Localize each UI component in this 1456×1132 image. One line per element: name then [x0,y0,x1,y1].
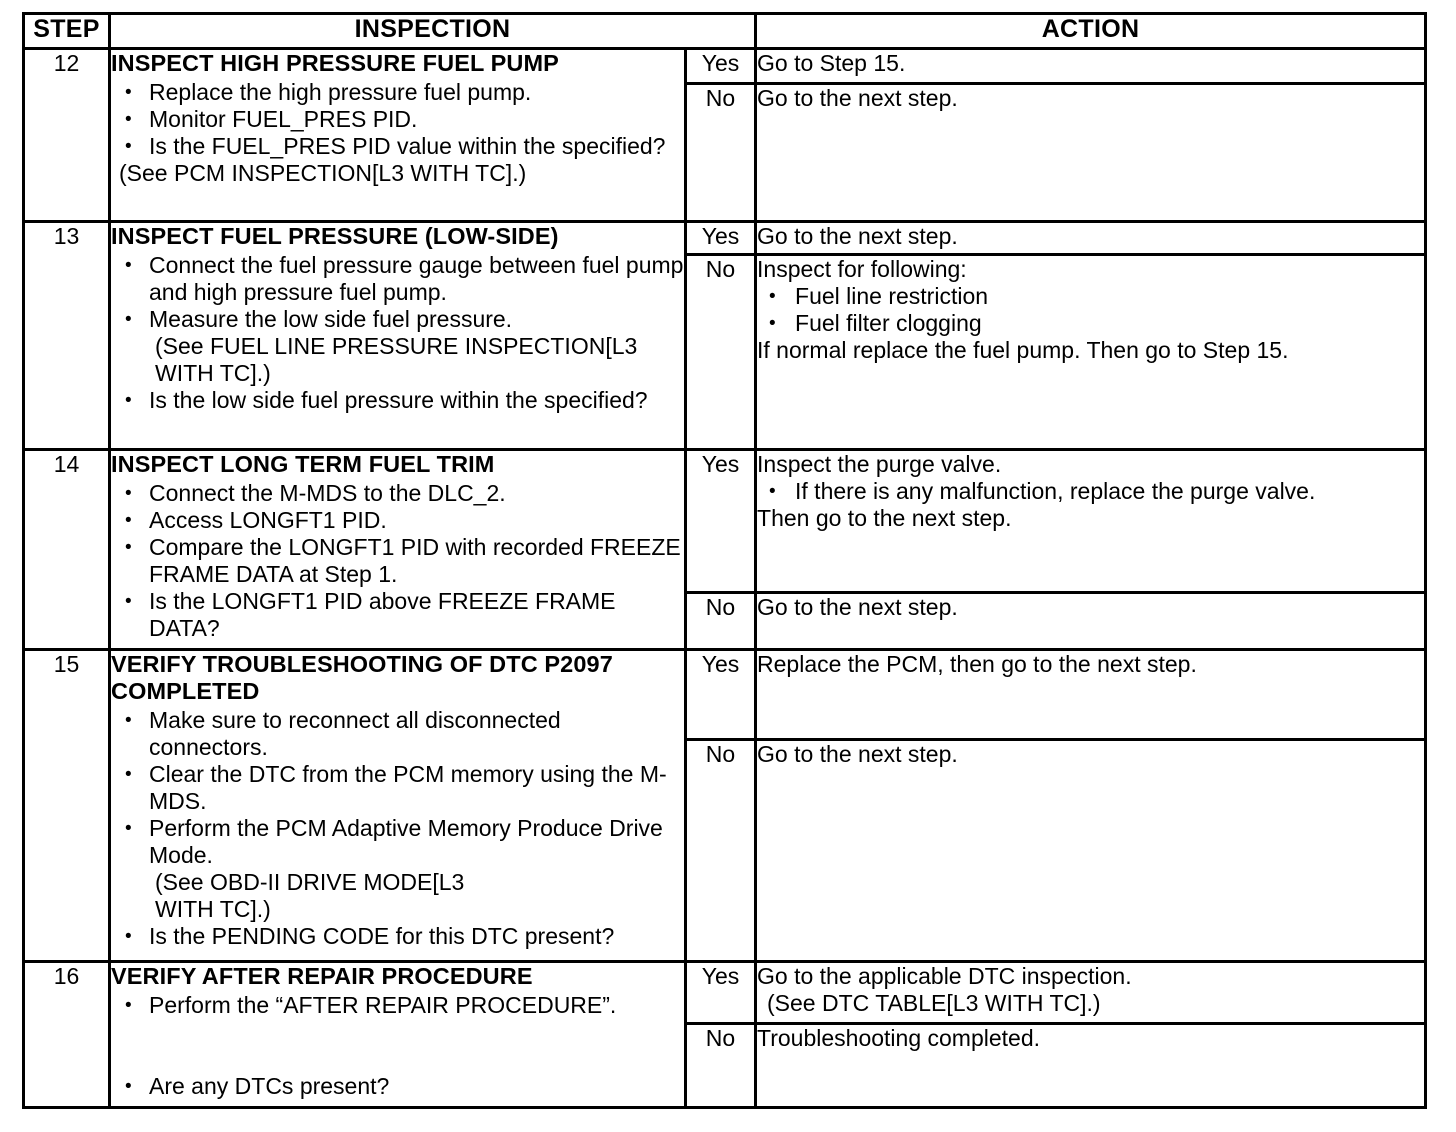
yes-action: Replace the PCM, then go to the next step. [756,650,1426,740]
inspection-cell [110,49,686,222]
list-item: • Perform the “AFTER REPAIR PROCEDURE”. [149,992,684,1019]
inspection-list [111,992,684,1100]
inspection-list [111,480,684,642]
list-item [149,815,684,923]
no-label: No [686,255,756,450]
list-item: • Monitor FUEL_PRES PID. [149,106,684,133]
yes-action-list [757,478,1424,505]
list-item: • Is the low side fuel pressure within the specified? [149,387,684,414]
step-number: 12 [24,49,110,222]
inspection-list [111,252,684,414]
inspection-cell [110,222,686,450]
list-item: • Clear the DTC from the PCM memory using the M-MDS. [149,761,684,815]
list-item: • If there is any malfunction, replace the purge valve. [795,478,1424,505]
inspection-cell [110,962,686,1108]
step-number: 15 [24,650,110,962]
no-action-list [757,283,1424,337]
inspection-title: VERIFY TROUBLESHOOTING OF DTC P2097 COMPLETED [111,651,613,704]
list-item: • Are any DTCs present? [149,1073,684,1100]
yes-action: Go to Step 15. [756,49,1426,84]
reference-note: (See PCM INSPECTION[L3 WITH TC].) [119,160,527,186]
yes-label: Yes [686,650,756,740]
table-row-step-15 [24,650,1426,740]
no-label: No [686,84,756,222]
list-item: • Fuel filter clogging [795,310,1424,337]
header-inspection: INSPECTION [110,14,756,49]
header-step: STEP [24,14,110,49]
table-row-step-16 [24,962,1426,1024]
yes-label: Yes [686,222,756,255]
inspection-title: INSPECT FUEL PRESSURE (LOW-SIDE) [111,223,559,249]
no-action: Go to the next step. [756,593,1426,650]
no-action [756,255,1426,450]
list-item-text: Measure the low side fuel pressure. [149,306,513,332]
yes-action [756,962,1426,1024]
no-label: No [686,1024,756,1108]
yes-action [756,450,1426,593]
inspection-list [111,79,684,160]
step-number: 16 [24,962,110,1108]
yes-action: Go to the next step. [756,222,1426,255]
list-item: • Access LONGFT1 PID. [149,507,684,534]
list-item-text: Perform the PCM Adaptive Memory Produce Drive Mode. [149,815,663,868]
no-action-outro: If normal replace the fuel pump. Then go to Step 15. [757,337,1289,363]
yes-action-outro: Then go to the next step. [757,505,1012,531]
step-number: 14 [24,450,110,650]
diagnostic-table-container [22,12,1427,1109]
table-row-step-14 [24,450,1426,593]
list-item: • Make sure to reconnect all disconnected connectors. [149,707,684,761]
inspection-list [111,707,684,950]
no-action: Troubleshooting completed. [756,1024,1426,1108]
reference-note: (See OBD-II DRIVE MODE[L3 WITH TC].) [155,869,465,922]
list-item: • Is the PENDING CODE for this DTC present? [149,923,684,950]
no-action-intro: Inspect for following: [757,256,967,282]
yes-action-intro: Inspect the purge valve. [757,451,1002,477]
yes-label: Yes [686,450,756,593]
reference-note: (See DTC TABLE[L3 WITH TC].) [767,990,1101,1016]
list-item [149,306,684,387]
yes-action-text: Go to the applicable DTC inspection. [757,963,1132,989]
list-item: • Connect the M-MDS to the DLC_2. [149,480,684,507]
inspection-title: INSPECT LONG TERM FUEL TRIM [111,451,495,477]
header-action: ACTION [756,14,1426,49]
table-row-step-13 [24,222,1426,255]
list-item: • Connect the fuel pressure gauge between fuel pump and high pressure fuel pump. [149,252,684,306]
inspection-title: INSPECT HIGH PRESSURE FUEL PUMP [111,50,559,76]
list-item: • Replace the high pressure fuel pump. [149,79,684,106]
reference-note: (See FUEL LINE PRESSURE INSPECTION[L3 WITH TC].) [155,333,638,386]
inspection-title: VERIFY AFTER REPAIR PROCEDURE [111,963,533,989]
yes-label: Yes [686,49,756,84]
no-action: Go to the next step. [756,740,1426,962]
diagnostic-table [22,12,1427,1109]
inspection-cell [110,450,686,650]
list-item: • Fuel line restriction [795,283,1424,310]
step-number: 13 [24,222,110,450]
header-row [24,14,1426,49]
list-item: • Is the LONGFT1 PID above FREEZE FRAME DATA? [149,588,684,642]
no-label: No [686,593,756,650]
yes-label: Yes [686,962,756,1024]
no-action: Go to the next step. [756,84,1426,222]
list-item: • Compare the LONGFT1 PID with recorded FREEZE FRAME DATA at Step 1. [149,534,684,588]
list-item: • Is the FUEL_PRES PID value within the specified? [149,133,684,160]
inspection-cell [110,650,686,962]
no-label: No [686,740,756,962]
table-row-step-12 [24,49,1426,84]
